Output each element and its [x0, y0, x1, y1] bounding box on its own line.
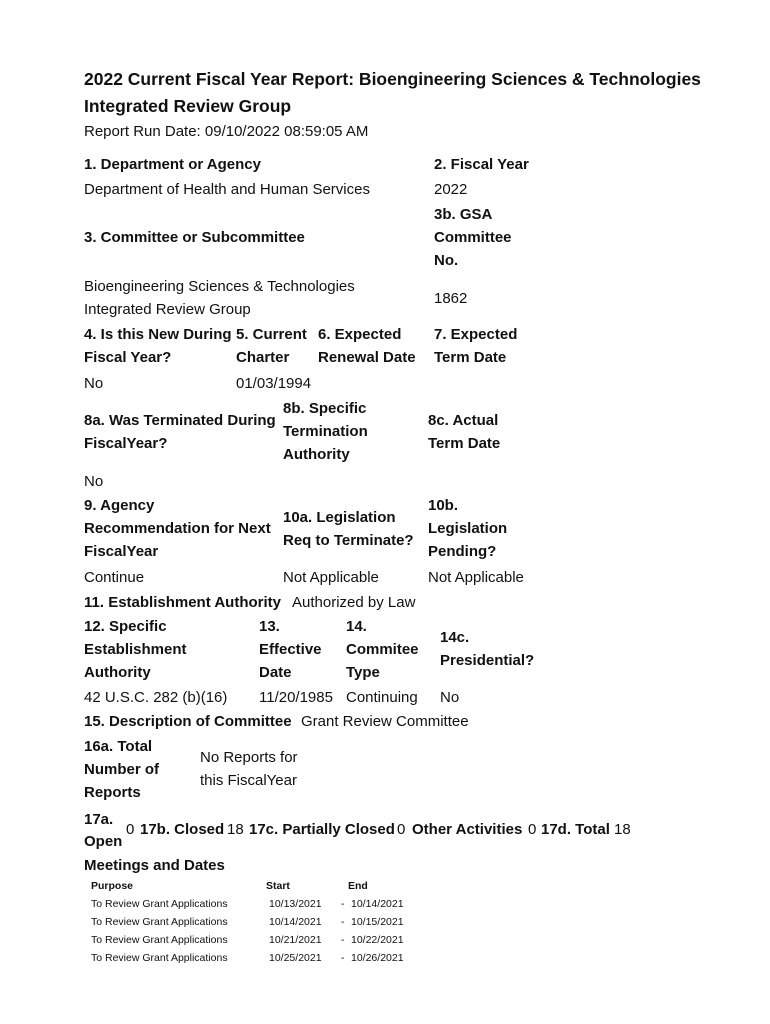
committee-value-line2: Integrated Review Group	[84, 301, 251, 318]
column-header-start: Start	[266, 880, 290, 892]
legislation-terminate-value: Not Applicable	[283, 569, 379, 586]
gsa-committee-no-label-1: 3b. GSA	[434, 206, 493, 223]
meeting-purpose: To Review Grant Applications	[91, 898, 228, 910]
meetings-heading: Meetings and Dates	[84, 857, 225, 874]
current-charter-label-1: 5. Current	[236, 326, 307, 343]
meeting-start: 10/13/2021	[269, 898, 322, 910]
legislation-pending-value: Not Applicable	[428, 569, 524, 586]
expected-term-label-2: Term Date	[434, 349, 507, 366]
presidential-value: No	[440, 689, 460, 706]
other-activities-label: Other Activities	[412, 821, 523, 838]
committee-type-label-1: 14.	[346, 618, 367, 635]
termination-authority-label-1: 8b. Specific	[283, 400, 367, 417]
fiscal-year-value: 2022	[434, 181, 468, 198]
new-during-fy-label-1: 4. Is this New During	[84, 326, 232, 343]
total-reports-value-1: No Reports for	[200, 749, 298, 766]
terminated-value: No	[84, 473, 104, 490]
effective-date-value: 11/20/1985	[259, 689, 333, 706]
effective-date-label-1: 13.	[259, 618, 280, 635]
legislation-terminate-label-2: Req to Terminate?	[283, 532, 414, 549]
legislation-pending-label-2: Legislation	[428, 520, 508, 537]
closed-meetings-value: 18	[227, 821, 244, 838]
total-reports-value-2: this FiscalYear	[200, 772, 297, 789]
gsa-committee-no-value: 1862	[434, 290, 468, 307]
committee-label: 3. Committee or Subcommittee	[84, 229, 305, 246]
presidential-label-2: Presidential?	[440, 652, 535, 669]
meeting-end: 10/15/2021	[351, 916, 404, 928]
meeting-separator: -	[341, 952, 345, 964]
committee-type-label-3: Type	[346, 664, 380, 681]
report-title-line2: Integrated Review Group	[84, 96, 292, 116]
fiscal-year-label: 2. Fiscal Year	[434, 156, 529, 173]
meeting-start: 10/21/2021	[269, 934, 322, 946]
termination-authority-label-2: Termination	[283, 423, 368, 440]
legislation-pending-label-3: Pending?	[428, 543, 497, 560]
open-meetings-label-2: Open	[84, 833, 123, 850]
agency-recommendation-value: Continue	[84, 569, 145, 586]
actual-term-label-1: 8c. Actual	[428, 412, 499, 429]
description-value: Grant Review Committee	[301, 713, 469, 730]
effective-date-label-3: Date	[259, 664, 292, 681]
other-activities-value: 0	[528, 821, 537, 838]
meeting-separator: -	[341, 898, 345, 910]
committee-type-label-2: Commitee	[346, 641, 419, 658]
terminated-label-2: FiscalYear?	[84, 435, 168, 452]
column-header-end: End	[348, 880, 368, 892]
report-run-date: Report Run Date: 09/10/2022 08:59:05 AM	[84, 123, 369, 140]
current-charter-value: 01/03/1994	[236, 375, 312, 392]
meeting-start: 10/14/2021	[269, 916, 322, 928]
report-title-line1: 2022 Current Fiscal Year Report: Bioengineering Sciences & Technologies	[84, 69, 701, 89]
new-during-fy-label-2: Fiscal Year?	[84, 349, 172, 366]
legislation-pending-label-1: 10b.	[428, 497, 459, 514]
department-value: Department of Health and Human Services	[84, 181, 370, 198]
agency-recommendation-label-2: Recommendation for Next	[84, 520, 271, 537]
legislation-terminate-label-1: 10a. Legislation	[283, 509, 396, 526]
meeting-purpose: To Review Grant Applications	[91, 916, 228, 928]
meeting-start: 10/25/2021	[269, 952, 322, 964]
current-charter-label-2: Charter	[236, 349, 290, 366]
total-reports-label-2: Number of	[84, 761, 159, 778]
meeting-purpose: To Review Grant Applications	[91, 952, 228, 964]
gsa-committee-no-label-2: Committee	[434, 229, 512, 246]
total-meetings-label: 17d. Total	[541, 821, 610, 838]
meeting-separator: -	[341, 934, 345, 946]
total-reports-label-3: Reports	[84, 784, 141, 801]
description-label: 15. Description of Committee	[84, 713, 292, 730]
open-meetings-label-1: 17a.	[84, 811, 114, 828]
gsa-committee-no-label-3: No.	[434, 252, 459, 269]
actual-term-label-2: Term Date	[428, 435, 501, 452]
meeting-end: 10/22/2021	[351, 934, 404, 946]
establishment-authority-value: Authorized by Law	[292, 594, 416, 611]
total-reports-label-1: 16a. Total	[84, 738, 153, 755]
expected-renewal-label-1: 6. Expected	[318, 326, 402, 343]
meeting-purpose: To Review Grant Applications	[91, 934, 228, 946]
meeting-end: 10/26/2021	[351, 952, 404, 964]
specific-authority-label-3: Authority	[84, 664, 151, 681]
column-header-purpose: Purpose	[91, 880, 134, 892]
closed-meetings-label: 17b. Closed	[140, 821, 225, 838]
expected-term-label-1: 7. Expected	[434, 326, 518, 343]
establishment-authority-label: 11. Establishment Authority	[84, 594, 281, 611]
open-meetings-value: 0	[126, 821, 135, 838]
agency-recommendation-label-3: FiscalYear	[84, 543, 159, 560]
meeting-end: 10/14/2021	[351, 898, 404, 910]
presidential-label-1: 14c.	[440, 629, 470, 646]
partially-closed-label: 17c. Partially Closed	[249, 821, 395, 838]
specific-authority-value: 42 U.S.C. 282 (b)(16)	[84, 689, 228, 706]
expected-renewal-label-2: Renewal Date	[318, 349, 416, 366]
department-label: 1. Department or Agency	[84, 156, 261, 173]
partially-closed-value: 0	[397, 821, 406, 838]
committee-type-value: Continuing	[346, 689, 418, 706]
meeting-separator: -	[341, 916, 345, 928]
termination-authority-label-3: Authority	[283, 446, 350, 463]
effective-date-label-2: Effective	[259, 641, 322, 658]
new-during-fy-value: No	[84, 375, 104, 392]
total-meetings-value: 18	[614, 821, 631, 838]
specific-authority-label-1: 12. Specific	[84, 618, 167, 635]
agency-recommendation-label-1: 9. Agency	[84, 497, 155, 514]
specific-authority-label-2: Establishment	[84, 641, 187, 658]
terminated-label-1: 8a. Was Terminated During	[84, 412, 276, 429]
committee-value-line1: Bioengineering Sciences & Technologies	[84, 278, 355, 295]
